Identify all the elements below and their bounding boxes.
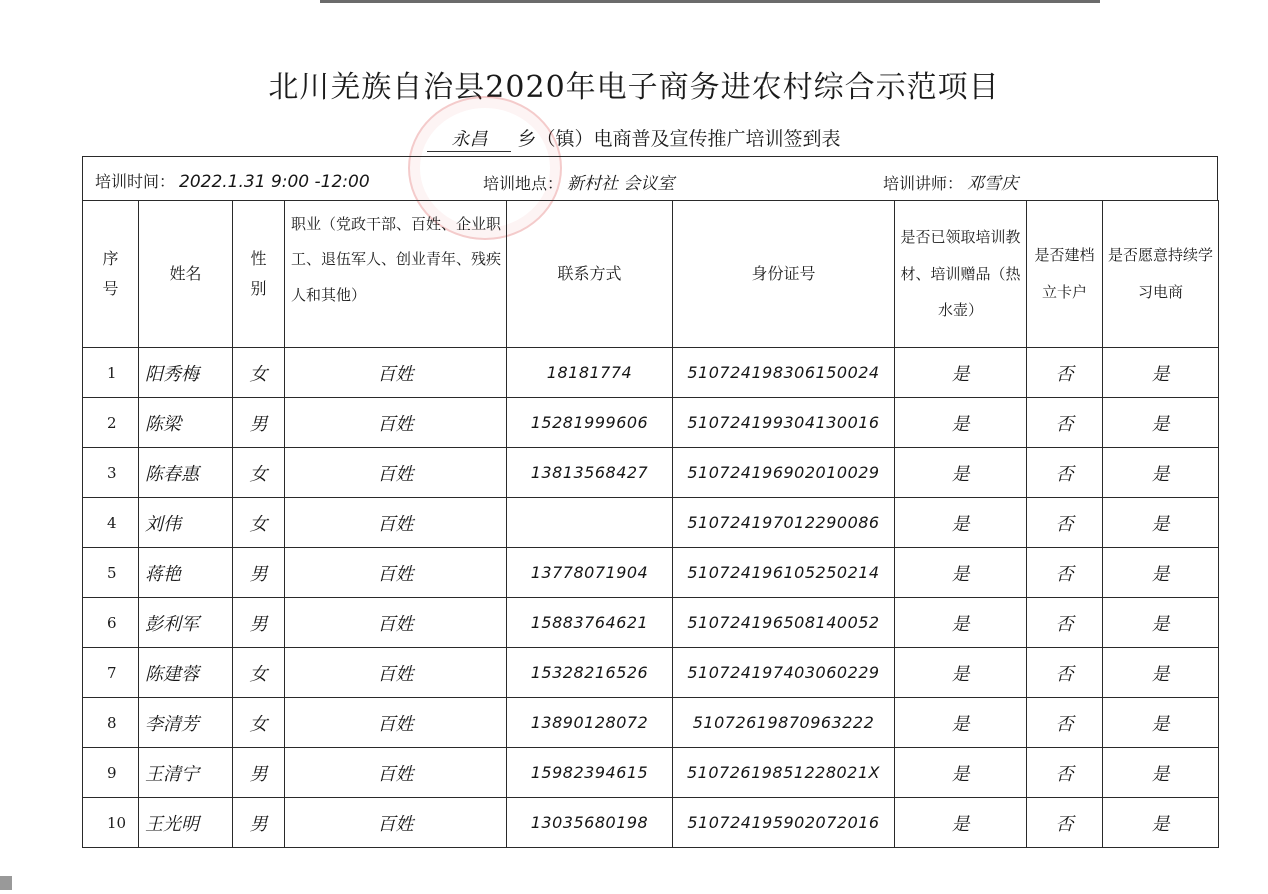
table-row bbox=[83, 598, 1219, 648]
training-place-label: 培训地点： bbox=[483, 174, 564, 193]
training-info-row bbox=[82, 156, 1218, 200]
row-received: 是 bbox=[895, 448, 1027, 498]
row-archived: 否 bbox=[1027, 648, 1103, 698]
row-continue: 是 bbox=[1103, 598, 1219, 648]
row-continue: 是 bbox=[1103, 748, 1219, 798]
header-name: 姓名 bbox=[139, 201, 233, 348]
row-name: 王光明 bbox=[139, 798, 233, 848]
row-contact: 15982394615 bbox=[507, 748, 673, 798]
header-id-number: 身份证号 bbox=[673, 201, 895, 348]
row-continue: 是 bbox=[1103, 348, 1219, 398]
row-name: 阳秀梅 bbox=[139, 348, 233, 398]
row-received: 是 bbox=[895, 398, 1027, 448]
row-archived: 否 bbox=[1027, 348, 1103, 398]
row-gender: 女 bbox=[233, 448, 285, 498]
training-lecturer-label: 培训讲师： bbox=[883, 174, 964, 193]
header-received-materials: 是否已领取培训教材、培训赠品（热水壶） bbox=[895, 201, 1027, 348]
training-place bbox=[483, 169, 674, 194]
row-contact: 15328216526 bbox=[507, 648, 673, 698]
row-occupation: 百姓 bbox=[285, 698, 507, 748]
row-archived: 否 bbox=[1027, 398, 1103, 448]
row-index: 7 bbox=[83, 648, 139, 698]
row-continue: 是 bbox=[1103, 398, 1219, 448]
table-header-row bbox=[83, 201, 1219, 348]
row-gender: 男 bbox=[233, 598, 285, 648]
row-contact: 13890128072 bbox=[507, 698, 673, 748]
table-row bbox=[83, 698, 1219, 748]
scan-edge-strip bbox=[320, 0, 1100, 3]
table-row bbox=[83, 498, 1219, 548]
table-row bbox=[83, 648, 1219, 698]
row-name: 彭利军 bbox=[139, 598, 233, 648]
row-id-number: 510724197012290086 bbox=[673, 498, 895, 548]
training-lecturer-value: 邓雪庆 bbox=[967, 174, 1019, 194]
row-id-number: 510724196902010029 bbox=[673, 448, 895, 498]
row-index: 3 bbox=[83, 448, 139, 498]
row-occupation: 百姓 bbox=[285, 598, 507, 648]
row-received: 是 bbox=[895, 598, 1027, 648]
row-name: 蒋艳 bbox=[139, 548, 233, 598]
row-gender: 男 bbox=[233, 798, 285, 848]
row-contact: 15281999606 bbox=[507, 398, 673, 448]
row-archived: 否 bbox=[1027, 448, 1103, 498]
subtitle-text: 乡（镇）电商普及宣传推广培训签到表 bbox=[517, 128, 841, 150]
header-occupation: 职业（党政干部、百姓、企业职工、退伍军人、创业青年、残疾人和其他） bbox=[285, 201, 507, 348]
row-id-number: 51072619851228021X bbox=[673, 748, 895, 798]
header-contact: 联系方式 bbox=[507, 201, 673, 348]
row-contact: 13035680198 bbox=[507, 798, 673, 848]
row-contact: 18181774 bbox=[507, 348, 673, 398]
table-row bbox=[83, 748, 1219, 798]
row-index: 2 bbox=[83, 398, 139, 448]
row-id-number: 510724196508140052 bbox=[673, 598, 895, 648]
row-index: 8 bbox=[83, 698, 139, 748]
row-index: 1 bbox=[83, 348, 139, 398]
row-id-number: 510724198306150024 bbox=[673, 348, 895, 398]
town-name-handwritten: 永昌 bbox=[427, 125, 511, 152]
row-name: 李清芳 bbox=[139, 698, 233, 748]
training-time-value: 2022.1.31 9:00 -12:00 bbox=[179, 172, 370, 192]
row-occupation: 百姓 bbox=[285, 398, 507, 448]
row-contact: 15883764621 bbox=[507, 598, 673, 648]
row-occupation: 百姓 bbox=[285, 648, 507, 698]
row-id-number: 510724199304130016 bbox=[673, 398, 895, 448]
row-gender: 女 bbox=[233, 348, 285, 398]
row-name: 陈春惠 bbox=[139, 448, 233, 498]
row-archived: 否 bbox=[1027, 698, 1103, 748]
row-received: 是 bbox=[895, 548, 1027, 598]
table-row bbox=[83, 548, 1219, 598]
row-gender: 男 bbox=[233, 398, 285, 448]
row-name: 陈梁 bbox=[139, 398, 233, 448]
page-subtitle bbox=[0, 124, 1268, 152]
header-archived-household: 是否建档立卡户 bbox=[1027, 201, 1103, 348]
header-index: 序号 bbox=[83, 201, 139, 348]
row-contact: 13778071904 bbox=[507, 548, 673, 598]
page-title: 北川羌族自治县2020年电子商务进农村综合示范项目 bbox=[268, 70, 1000, 105]
table-row bbox=[83, 448, 1219, 498]
table-row bbox=[83, 348, 1219, 398]
row-continue: 是 bbox=[1103, 498, 1219, 548]
row-archived: 否 bbox=[1027, 548, 1103, 598]
row-occupation: 百姓 bbox=[285, 798, 507, 848]
row-id-number: 510724196105250214 bbox=[673, 548, 895, 598]
row-continue: 是 bbox=[1103, 698, 1219, 748]
row-received: 是 bbox=[895, 748, 1027, 798]
row-occupation: 百姓 bbox=[285, 448, 507, 498]
scan-corner-mark bbox=[0, 876, 12, 890]
row-archived: 否 bbox=[1027, 498, 1103, 548]
row-received: 是 bbox=[895, 498, 1027, 548]
row-gender: 男 bbox=[233, 548, 285, 598]
row-received: 是 bbox=[895, 348, 1027, 398]
row-name: 王清宁 bbox=[139, 748, 233, 798]
training-lecturer bbox=[883, 169, 1018, 194]
table-row bbox=[83, 798, 1219, 848]
row-name: 刘伟 bbox=[139, 498, 233, 548]
row-index: 9 bbox=[83, 748, 139, 798]
training-time-label: 培训时间： bbox=[95, 172, 176, 191]
row-received: 是 bbox=[895, 698, 1027, 748]
row-contact bbox=[507, 498, 673, 548]
row-occupation: 百姓 bbox=[285, 348, 507, 398]
row-gender: 女 bbox=[233, 648, 285, 698]
header-continue-learning: 是否愿意持续学习电商 bbox=[1103, 201, 1219, 348]
row-received: 是 bbox=[895, 798, 1027, 848]
row-archived: 否 bbox=[1027, 798, 1103, 848]
table-row bbox=[83, 398, 1219, 448]
row-archived: 否 bbox=[1027, 748, 1103, 798]
row-gender: 女 bbox=[233, 498, 285, 548]
row-occupation: 百姓 bbox=[285, 748, 507, 798]
row-continue: 是 bbox=[1103, 798, 1219, 848]
row-gender: 男 bbox=[233, 748, 285, 798]
row-occupation: 百姓 bbox=[285, 498, 507, 548]
row-index: 6 bbox=[83, 598, 139, 648]
training-place-value: 新村社 会议室 bbox=[567, 174, 675, 194]
row-archived: 否 bbox=[1027, 598, 1103, 648]
sign-in-table bbox=[82, 200, 1219, 848]
row-contact: 13813568427 bbox=[507, 448, 673, 498]
header-gender: 性别 bbox=[233, 201, 285, 348]
row-occupation: 百姓 bbox=[285, 548, 507, 598]
row-index: 5 bbox=[83, 548, 139, 598]
row-received: 是 bbox=[895, 648, 1027, 698]
row-index: 4 bbox=[83, 498, 139, 548]
row-continue: 是 bbox=[1103, 648, 1219, 698]
row-continue: 是 bbox=[1103, 548, 1219, 598]
row-continue: 是 bbox=[1103, 448, 1219, 498]
row-gender: 女 bbox=[233, 698, 285, 748]
row-id-number: 510724197403060229 bbox=[673, 648, 895, 698]
training-time bbox=[95, 169, 370, 192]
row-index: 10 bbox=[83, 798, 139, 848]
row-id-number: 510724195902072016 bbox=[673, 798, 895, 848]
row-name: 陈建蓉 bbox=[139, 648, 233, 698]
row-id-number: 51072619870963222 bbox=[673, 698, 895, 748]
